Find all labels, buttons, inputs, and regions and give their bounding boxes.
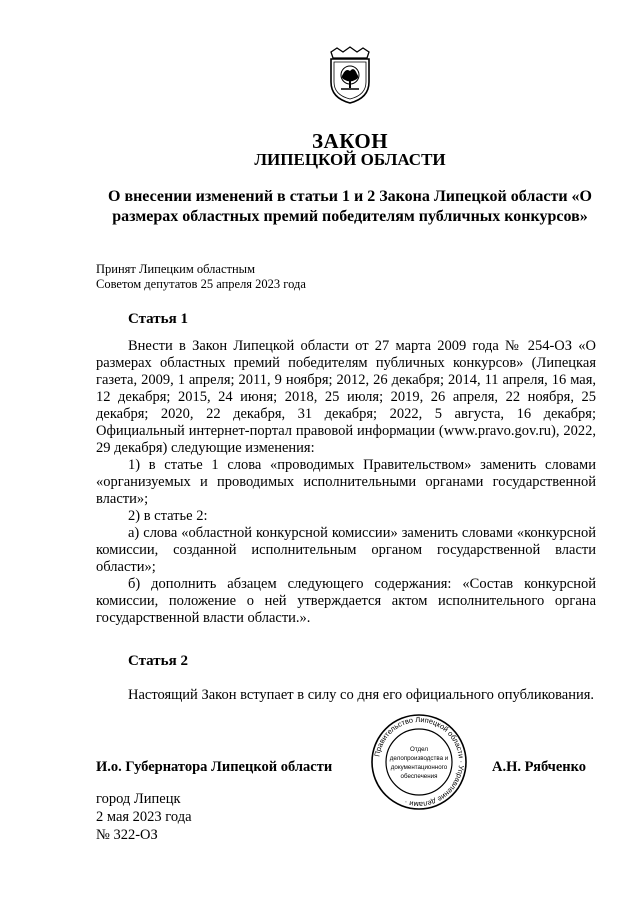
article1-paragraph: а) слова «областной конкурсной комиссии» заменить словами «конкурсной комиссии, созданной исполнительным органом государственной власти области»; (96, 525, 596, 575)
adoption-note-line2: Советом депутатов 25 апреля 2023 года (96, 277, 306, 291)
article1-paragraph: 2) в статье 2: (128, 508, 208, 524)
article1-body (96, 338, 596, 627)
stamp-inner-line2: делопроизводства и (389, 755, 449, 762)
adoption-note (96, 262, 306, 292)
document-footer (96, 790, 192, 844)
footer-date: 2 мая 2023 года (96, 809, 192, 825)
article2-paragraph: Настоящий Закон вступает в силу со дня его официального опубликования. (128, 687, 595, 703)
article1-paragraph: б) дополнить абзацем следующего содержания: «Состав конкурсной комиссии, положение о ней утверждается актом исполнительного органа государственной власти области.». (96, 576, 596, 626)
stamp-outer-text: Правительство Липецкой области · Управление делами · (372, 714, 467, 810)
stamp-inner-line4: обеспечения (400, 773, 438, 780)
document-region: ЛИПЕЦКОЙ ОБЛАСТИ (254, 150, 446, 169)
article2-body (96, 687, 596, 704)
signatory-name: А.Н. Рябченко (492, 759, 587, 775)
article1-heading: Статья 1 (128, 311, 188, 327)
official-stamp-icon (370, 713, 468, 811)
coat-of-arms-icon (327, 46, 373, 104)
document-title: ЗАКОН (311, 129, 389, 153)
stamp-inner-line1: Отдел (410, 746, 428, 753)
document-subject: О внесении изменений в статьи 1 и 2 Закона Липецкой области «О размерах областных премий победителям публичных конкурсов» (108, 188, 592, 225)
stamp-inner-line3: документационного (390, 764, 448, 771)
article2-heading: Статья 2 (128, 653, 188, 669)
footer-number: № 322-ОЗ (96, 827, 158, 843)
footer-city: город Липецк (96, 791, 181, 807)
adoption-note-line1: Принят Липецким областным (96, 262, 255, 276)
signatory-position: И.о. Губернатора Липецкой области (96, 759, 333, 775)
article1-paragraph: Внести в Закон Липецкой области от 27 марта 2009 года № 254-ОЗ «О размерах областных премий победителям публичных конкурсов» (Липецкая газета, 2009, 1 апреля; 2011, 9 ноября; 2012, 26 декабря; 2014, 11 апреля, 16 мая, 12 декабря; 2015, 24 июня; 2018, 25 июля; 2019, 26 апреля, 22 ноября, 25 декабря; 2020, 22 декабря, 31 декабря; 2022, 5 августа, 16 декабря; Официальный интернет-портал правовой информации (www.pravo.gov.ru), 2022, 29 декабря) следующие изменения: (96, 338, 596, 456)
article1-paragraph: 1) в статье 1 слова «проводимых Правительством» заменить словами «организуемых и проводимых исполнительными органами государственной власти»; (96, 457, 596, 507)
